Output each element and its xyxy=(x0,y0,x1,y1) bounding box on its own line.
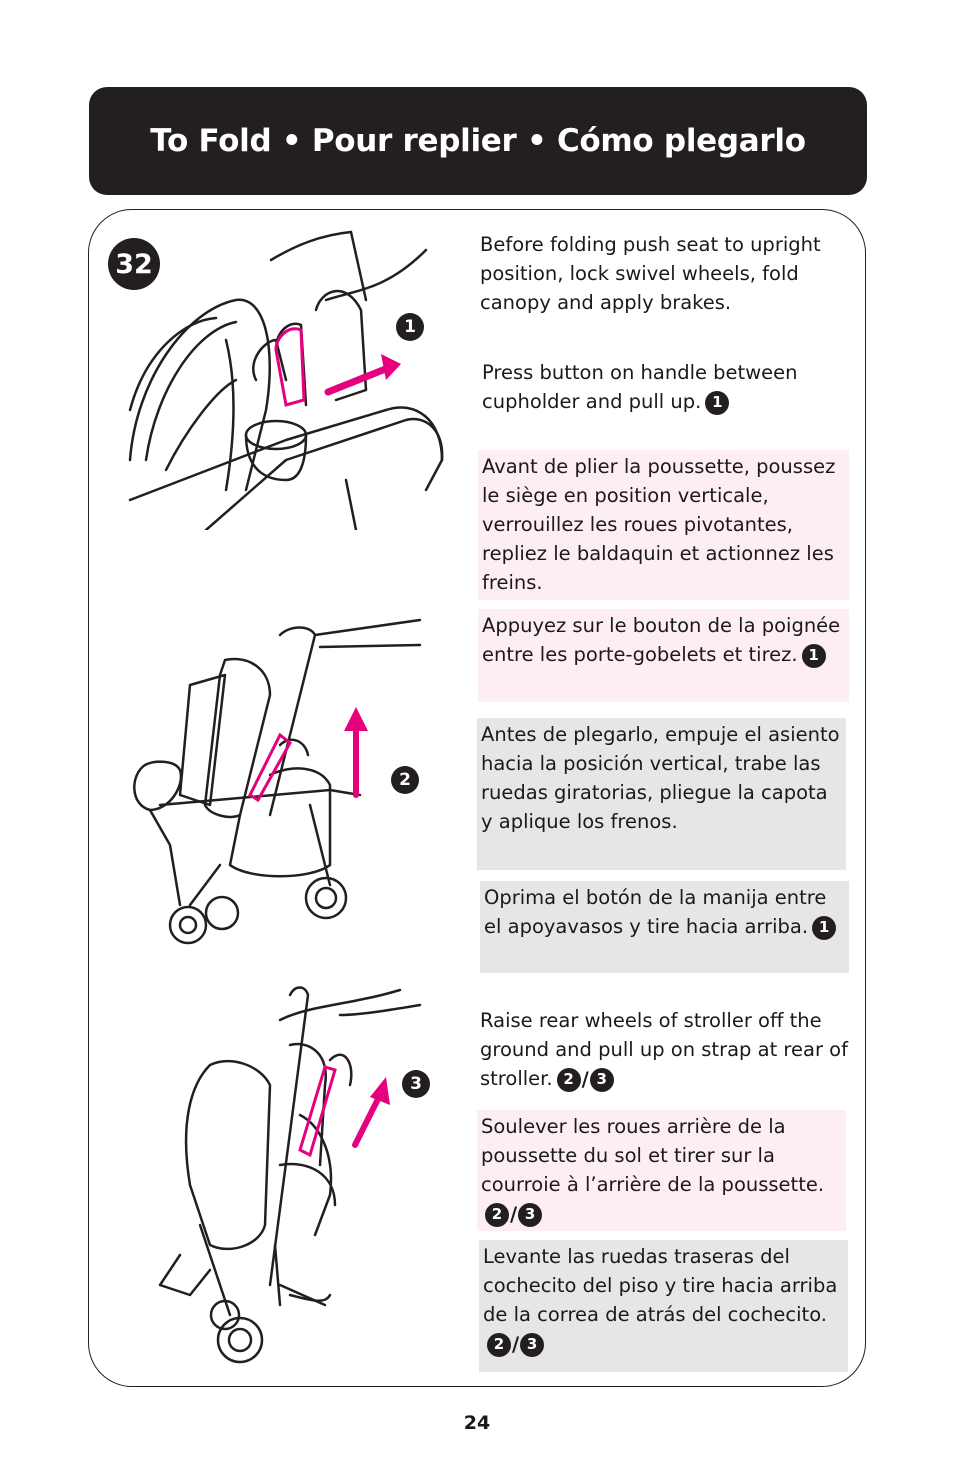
callout-2-inline: 2 xyxy=(485,1203,509,1227)
text-es-antes-de-plegarlo: Antes de plegarlo, empuje el asiento hacia la posición vertical, trabe las ruedas giratorias, pliegue la capota y aplique los frenos. xyxy=(477,718,846,870)
header-banner xyxy=(89,87,867,195)
page-title: To Fold • Pour replier • Cómo plegarlo xyxy=(150,123,806,159)
callout-2-inline: 2 xyxy=(487,1333,511,1357)
text-fr-avant-de-plier: Avant de plier la poussette, poussez le siège en position verticale, verrouillez les roues pivotantes, repliez le baldaquin et actionnez les freins. xyxy=(478,450,849,600)
text-en-raise-wheels: Raise rear wheels of stroller off the ground and pull up on strap at rear of stroller. 2 / 3 xyxy=(480,1009,848,1091)
text-fr-appuyez: Appuyez sur le bouton de la poignée entre les porte-gobelets et tirez. 1 xyxy=(478,609,849,702)
callout-1-illustration: 1 xyxy=(396,313,424,341)
callout-2-illustration: 2 xyxy=(391,766,419,794)
text-en-before-folding: Before folding push seat to upright position, lock swivel wheels, fold canopy and apply brakes. xyxy=(480,233,821,314)
callout-1-inline: 1 xyxy=(802,644,826,668)
callout-2-inline: 2 xyxy=(557,1068,581,1092)
text-fr-soulever: Soulever les roues arrière de la poussette du sol et tirer sur la courroie à l’arrière de la poussette.2 / 3 xyxy=(477,1110,846,1231)
illustration-stroller-pull-up xyxy=(130,615,430,945)
page-number: 24 xyxy=(463,1412,491,1434)
illustration-stroller-strap xyxy=(150,985,430,1365)
illustration-handle-button xyxy=(126,230,446,530)
text-en-press-button: Press button on handle between cupholder and pull up. 1 xyxy=(482,361,798,413)
callout-3-inline: 3 xyxy=(518,1203,542,1227)
text-es-levante: Levante las ruedas traseras del cochecito del piso y tire hacia arriba de la correa de atrás del cochecito.2 / 3 xyxy=(479,1240,848,1372)
callout-1-inline: 1 xyxy=(812,916,836,940)
text-es-oprima: Oprima el botón de la manija entre el apoyavasos y tire hacia arriba. 1 xyxy=(480,881,849,973)
step-number-badge: 32 xyxy=(108,238,160,290)
callout-3-inline: 3 xyxy=(590,1068,614,1092)
callout-3-inline: 3 xyxy=(520,1333,544,1357)
callout-1-inline: 1 xyxy=(705,391,729,415)
callout-3-illustration: 3 xyxy=(402,1070,430,1098)
